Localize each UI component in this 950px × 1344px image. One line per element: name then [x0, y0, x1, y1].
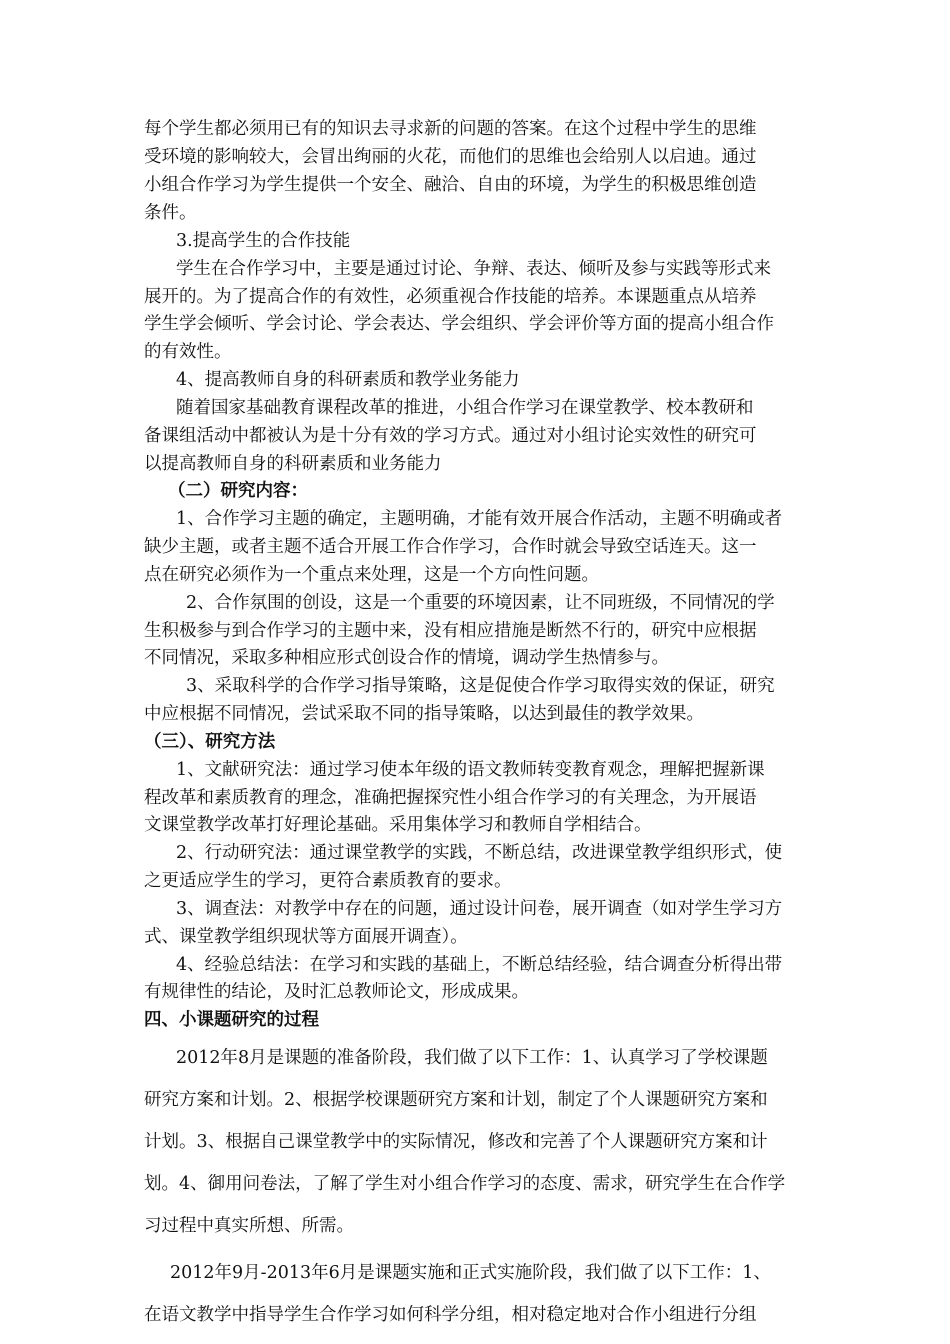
- paragraph-line: 划。4、御用问卷法，了解了学生对小组合作学习的态度、需求，研究学生在合作学: [144, 1174, 786, 1194]
- paragraph-line: 在语文教学中指导学生合作学习如何科学分组，相对稳定地对合作小组进行分组: [144, 1305, 757, 1325]
- paragraph-line: 学生学会倾听、学会讨论、学会表达、学会组织、学会评价等方面的提高小组合作: [144, 314, 774, 334]
- paragraph-line: 生积极参与到合作学习的主题中来，没有相应措施是断然不行的，研究中应根据: [144, 621, 757, 641]
- paragraph-line: 之更适应学生的学习，更符合素质教育的要求。: [144, 871, 512, 891]
- paragraph-line: 1、文献研究法：通过学习使本年级的语文教师转变教育观念，理解把握新课: [176, 760, 765, 780]
- paragraph-line: 随着国家基础教育课程改革的推进，小组合作学习在课堂教学、校本教研和: [176, 398, 754, 418]
- paragraph-line: 习过程中真实所想、所需。: [144, 1216, 354, 1236]
- paragraph-line: 文课堂教学改革打好理论基础。采用集体学习和教师自学相结合。: [144, 815, 652, 835]
- paragraph-line: 2、行动研究法：通过课堂教学的实践，不断总结，改进课堂教学组织形式，使: [176, 843, 783, 863]
- section-heading: （三）、研究方法: [144, 732, 276, 752]
- paragraph-line: 2、合作氛围的创设，这是一个重要的环境因素，让不同班级，不同情况的学: [186, 593, 775, 613]
- paragraph-line: 以提高教师自身的科研素质和业务能力: [144, 454, 442, 474]
- subheading: 4、提高教师自身的科研素质和教学业务能力: [176, 370, 520, 390]
- paragraph-line: 点在研究必须作为一个重点来处理，这是一个方向性问题。: [144, 565, 599, 585]
- paragraph-line: 每个学生都必须用已有的知识去寻求新的问题的答案。在这个过程中学生的思维: [144, 119, 757, 139]
- paragraph-line: 小组合作学习为学生提供一个安全、融洽、自由的环境，为学生的积极思维创造: [144, 175, 757, 195]
- paragraph-line: 程改革和素质教育的理念，准确把握探究性小组合作学习的有关理念，为开展语: [144, 788, 757, 808]
- paragraph-line: 展开的。为了提高合作的有效性，必须重视合作技能的培养。本课题重点从培养: [144, 287, 757, 307]
- paragraph-line: 的有效性。: [144, 342, 232, 362]
- paragraph-line: 研究方案和计划。2、根据学校课题研究方案和计划，制定了个人课题研究方案和: [144, 1090, 768, 1110]
- paragraph-line: 条件。: [144, 203, 197, 223]
- paragraph-line: 3、调查法：对教学中存在的问题，通过设计问卷，展开调查（如对学生学习方: [176, 899, 783, 919]
- paragraph-line: 2012年9月-2013年6月是课题实施和正式实施阶段，我们做了以下工作：1、: [170, 1263, 771, 1283]
- paragraph-line: 缺少主题，或者主题不适合开展工作合作学习，合作时就会导致空话连天。这一: [144, 537, 757, 557]
- paragraph-line: 不同情况，采取多种相应形式创设合作的情境，调动学生热情参与。: [144, 648, 669, 668]
- paragraph-line: 4、经验总结法：在学习和实践的基础上，不断总结经验，结合调查分析得出带: [176, 955, 783, 975]
- paragraph-line: 2012年8月是课题的准备阶段，我们做了以下工作：1、认真学习了学校课题: [176, 1048, 768, 1068]
- paragraph-line: 学生在合作学习中，主要是通过讨论、争辩、表达、倾听及参与实践等形式来: [176, 259, 771, 279]
- paragraph-line: 3、采取科学的合作学习指导策略，这是促使合作学习取得实效的保证，研究: [186, 676, 775, 696]
- paragraph-line: 式、课堂教学组织现状等方面展开调查）。: [144, 927, 468, 947]
- section-heading: （二）研究内容：: [168, 481, 308, 501]
- paragraph-line: 备课组活动中都被认为是十分有效的学习方式。通过对小组讨论实效性的研究可: [144, 426, 757, 446]
- section-heading: 四、小课题研究的过程: [144, 1010, 319, 1030]
- paragraph-line: 计划。3、根据自己课堂教学中的实际情况，修改和完善了个人课题研究方案和计: [144, 1132, 768, 1152]
- paragraph-line: 1、合作学习主题的确定，主题明确，才能有效开展合作活动，主题不明确或者: [176, 509, 783, 529]
- paragraph-line: 有规律性的结论，及时汇总教师论文，形成成果。: [144, 982, 529, 1002]
- paragraph-line: 中应根据不同情况，尝试采取不同的指导策略，以达到最佳的教学效果。: [144, 704, 704, 724]
- subheading: 3.提高学生的合作技能: [176, 231, 351, 251]
- paragraph-line: 受环境的影响较大，会冒出绚丽的火花，而他们的思维也会给别人以启迪。通过: [144, 147, 757, 167]
